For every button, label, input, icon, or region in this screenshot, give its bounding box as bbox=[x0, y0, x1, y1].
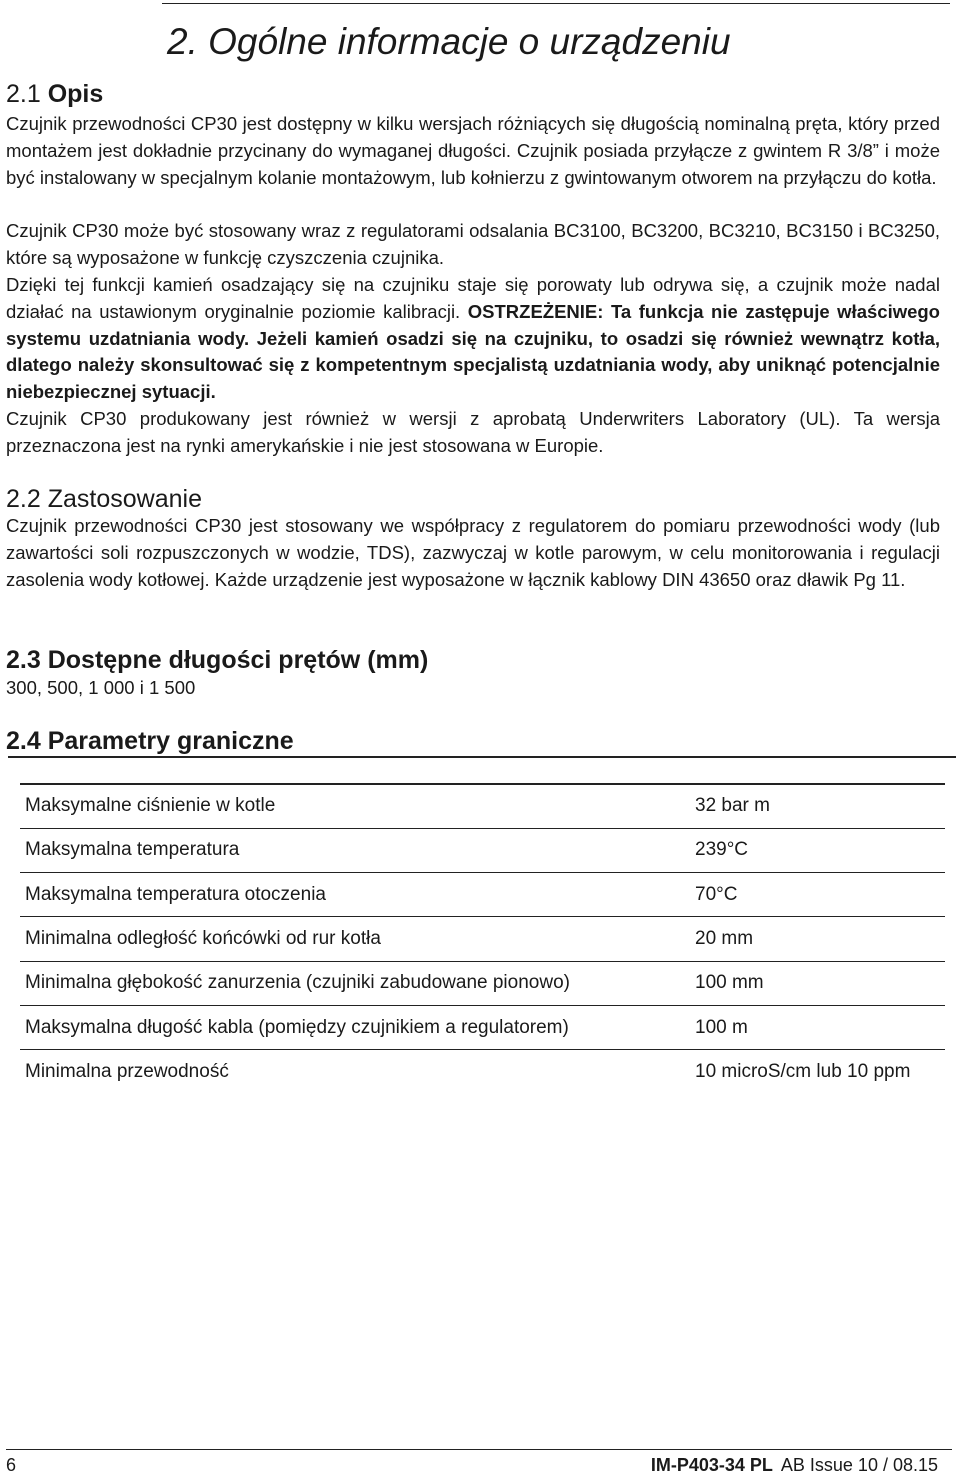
section-heading-2-2 bbox=[6, 484, 202, 514]
param-label: Minimalna przewodność bbox=[25, 1061, 229, 1083]
table-row bbox=[20, 784, 945, 828]
param-value: 239°C bbox=[685, 828, 945, 872]
section-title: Dostępne długości prętów (mm) bbox=[47, 646, 429, 674]
param-label: Minimalna odległość końcówki od rur kotła bbox=[20, 917, 685, 961]
table-row bbox=[20, 873, 945, 917]
param-value: 32 bar m bbox=[685, 784, 945, 828]
section-heading-2-3 bbox=[6, 645, 428, 675]
warning-text: OSTRZEŻENIE: Ta funkcja nie zastępuje właściwego systemu uzdatniania wody. Jeżeli kamień osadzi się na czujniku, to osadzi się również wewnątrz kotła, dlatego należy skonsultować się z kompetentnym specjalistą uzdatniania wody, aby uniknąć potencjalnie niebezpiecznej sytuacji. bbox=[6, 300, 940, 403]
param-label: Maksymalna długość kabla (pomiędzy czujnikiem a regulatorem) bbox=[20, 1005, 685, 1049]
table-row bbox=[20, 828, 945, 872]
section-number: 2.1 bbox=[6, 80, 41, 108]
param-value: 100 mm bbox=[685, 961, 945, 1005]
table-row bbox=[20, 917, 945, 961]
document-reference bbox=[651, 1455, 938, 1475]
section-number: 2.3 bbox=[6, 646, 41, 674]
paragraph-regulators: Czujnik CP30 może być stosowany wraz z regulatorami odsalania BC3100, BC3200, BC3210, BC3150 i BC3250, które są wyposażone w funkcję czyszczenia czujnika. bbox=[6, 220, 940, 268]
param-label: Minimalna głębokość zanurzenia (czujniki zabudowane pionowo) bbox=[20, 961, 685, 1005]
param-value: 20 mm bbox=[685, 917, 945, 961]
section-number: 2.4 bbox=[6, 727, 41, 755]
section-number: 2.2 bbox=[6, 485, 41, 513]
document-issue: AB Issue 10 / 08.15 bbox=[780, 1455, 938, 1475]
table-top-rule bbox=[8, 756, 956, 758]
paragraph-ul-version: Czujnik CP30 produkowany jest również w wersji z aprobatą Underwriters Laboratory (UL). Ta wersja przeznaczona jest na rynki amerykańskie i nie jest stosowana w Europie. bbox=[6, 408, 940, 456]
section-title: Zastosowanie bbox=[47, 485, 202, 513]
chapter-title: 2. Ogólne informacje o urządzeniu bbox=[167, 21, 731, 62]
header-rule bbox=[162, 3, 950, 4]
section-heading-2-4 bbox=[6, 726, 294, 756]
section-title: Parametry graniczne bbox=[47, 727, 294, 755]
param-label: Maksymalna temperatura bbox=[20, 828, 685, 872]
limits-table bbox=[20, 783, 945, 1094]
rod-lengths: 300, 500, 1 000 i 1 500 bbox=[6, 677, 196, 698]
paragraph-application: Czujnik przewodności CP30 jest stosowany we współpracy z regulatorem do pomiaru przewodności wody (lub zawartości soli rozpuszczonych w wodzie, TDS), zazwyczaj w kotle parowym, w celu monitorowania i regulacji zasolenia wody kotłowej. Każde urządzenie jest wyposażone w łącznik kablowy DIN 43650 oraz dławik Pg 11. bbox=[6, 515, 940, 590]
table-row bbox=[20, 1050, 945, 1094]
param-value: 10 microS/cm lub 10 ppm bbox=[695, 1061, 911, 1083]
section-heading-2-1 bbox=[6, 79, 103, 109]
footer-rule bbox=[6, 1449, 952, 1450]
param-value: 100 m bbox=[685, 1005, 945, 1049]
paragraph-warning bbox=[6, 272, 940, 406]
section-title: Opis bbox=[47, 80, 104, 108]
paragraph-description: Czujnik przewodności CP30 jest dostępny w kilku wersjach różniących się długością nominalną pręta, który przed montażem jest dokładnie przycinany do wymaganej długości. Czujnik posiada przyłącze z gwintem R 3/8” i może być instalowany w specjalnym kolanie montażowym, lub kołnierzu z gwintowanym otworem na przyłączu do kotła. bbox=[6, 113, 940, 188]
document-code: IM-P403-34 PL bbox=[650, 1455, 773, 1475]
warning-intro: Dzięki tej funkcji kamień osadzający się na czujniku staje się porowaty lub odrywa się, a czujnik może nadal działać na ustawionym oryginalnie poziomie kalibracji. bbox=[6, 274, 940, 322]
param-label: Maksymalne ciśnienie w kotle bbox=[20, 784, 685, 828]
table-row bbox=[20, 961, 945, 1005]
page-number: 6 bbox=[6, 1455, 17, 1475]
param-value: 70°C bbox=[685, 873, 945, 917]
table-row bbox=[20, 1005, 945, 1049]
param-label: Maksymalna temperatura otoczenia bbox=[20, 873, 685, 917]
